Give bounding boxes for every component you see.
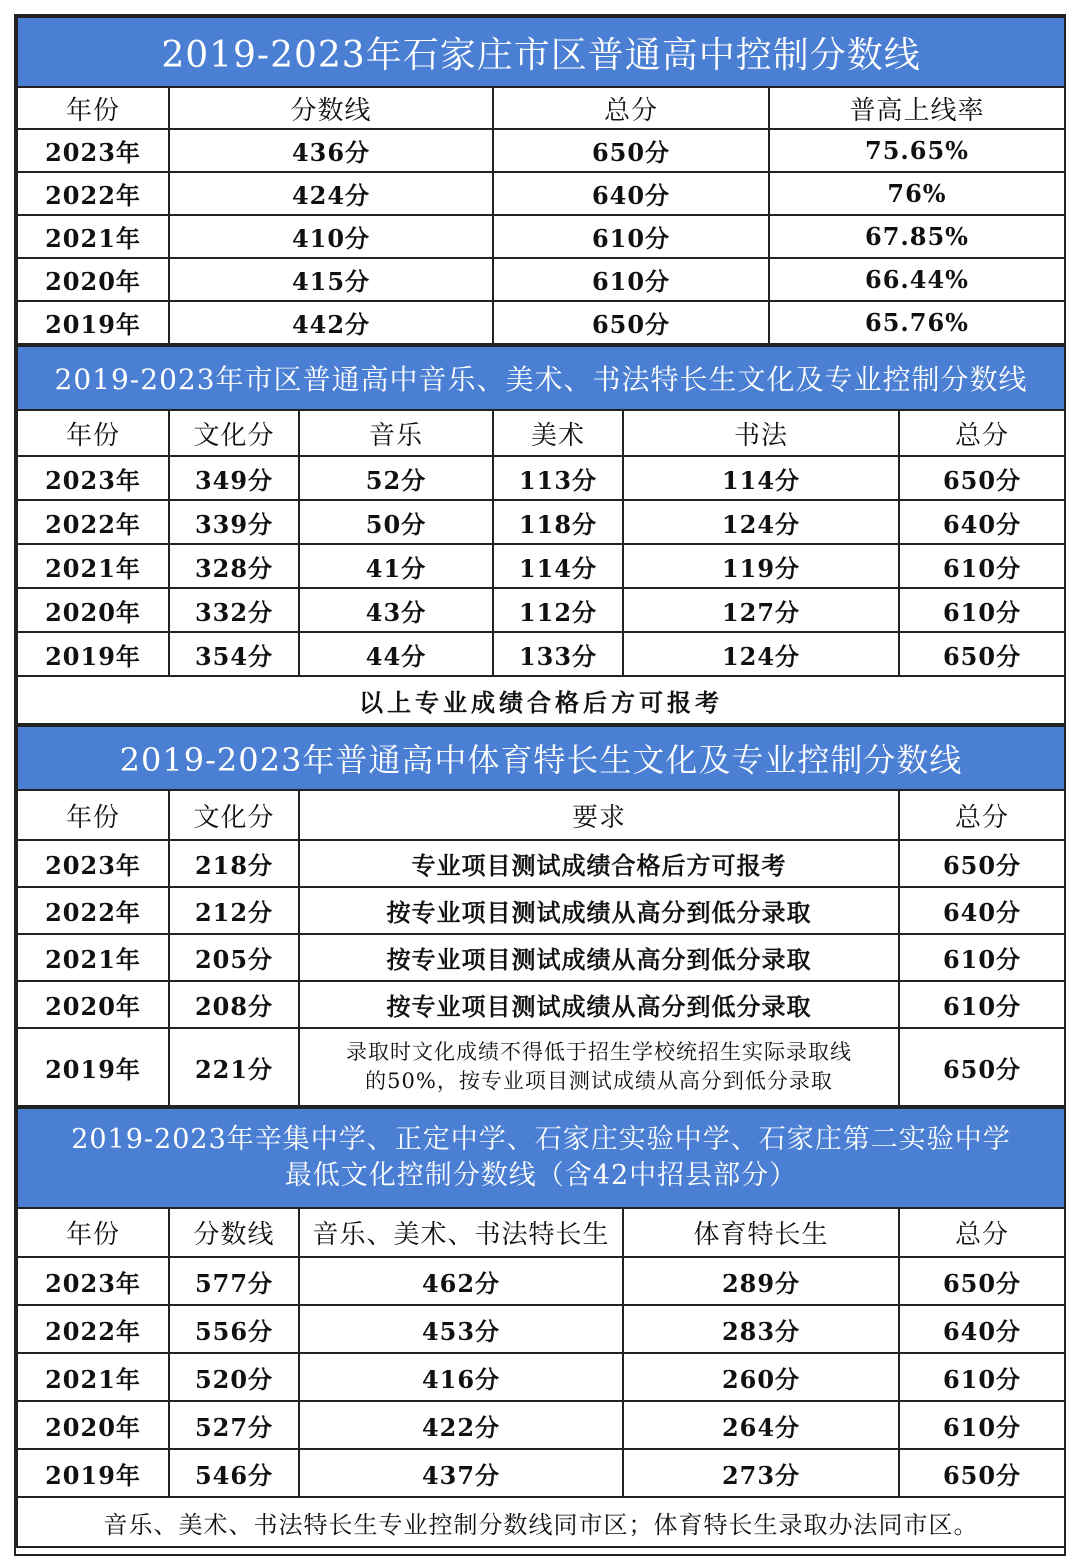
cell-requirement: 按专业项目测试成绩从高分到低分录取 bbox=[299, 887, 899, 934]
cell-calligraphy: 124分 bbox=[623, 500, 899, 544]
cell-year: 2023年 bbox=[17, 129, 169, 172]
section1-title: 2019-2023年石家庄市区普通高中控制分数线 bbox=[17, 17, 1065, 87]
cell-total: 640分 bbox=[899, 1305, 1065, 1353]
cell-culture: 212分 bbox=[169, 887, 299, 934]
cell-sports-score: 289分 bbox=[623, 1257, 899, 1305]
header-total: 总分 bbox=[899, 1208, 1065, 1257]
requirement-line-1: 录取时文化成绩不得低于招生学校统招生实际录取线 bbox=[346, 1040, 852, 1064]
cell-requirement: 按专业项目测试成绩从高分到低分录取 bbox=[299, 934, 899, 981]
cell-fine-art: 133分 bbox=[493, 632, 623, 676]
cell-rate: 66.44% bbox=[769, 258, 1065, 301]
section3-title: 2019-2023年普通高中体育特长生文化及专业控制分数线 bbox=[17, 726, 1065, 790]
cell-culture: 208分 bbox=[169, 981, 299, 1028]
cell-calligraphy: 127分 bbox=[623, 588, 899, 632]
table-row bbox=[17, 934, 1065, 981]
table-sports-specialty bbox=[16, 725, 1066, 1107]
cell-total: 640分 bbox=[493, 172, 769, 215]
table-row bbox=[17, 172, 1065, 215]
cell-total: 640分 bbox=[899, 887, 1065, 934]
cell-total: 610分 bbox=[493, 258, 769, 301]
cell-fine-art: 114分 bbox=[493, 544, 623, 588]
cell-culture: 205分 bbox=[169, 934, 299, 981]
cell-requirement: 按专业项目测试成绩从高分到低分录取 bbox=[299, 981, 899, 1028]
cell-music: 52分 bbox=[299, 456, 493, 500]
section4-title-line-2: 最低文化控制分数线（含42中招县部分） bbox=[284, 1160, 798, 1191]
cell-year: 2020年 bbox=[17, 981, 169, 1028]
table-row bbox=[17, 1305, 1065, 1353]
header-score-line: 分数线 bbox=[169, 1208, 299, 1257]
cell-calligraphy: 114分 bbox=[623, 456, 899, 500]
table-row bbox=[17, 456, 1065, 500]
cell-score: 436分 bbox=[169, 129, 493, 172]
cell-fine-art: 118分 bbox=[493, 500, 623, 544]
cell-year: 2022年 bbox=[17, 172, 169, 215]
table-row bbox=[17, 1028, 1065, 1106]
header-score-line: 分数线 bbox=[169, 87, 493, 129]
cell-total: 640分 bbox=[899, 500, 1065, 544]
section2-note: 以上专业成绩合格后方可报考 bbox=[17, 676, 1065, 724]
header-art-specialty: 音乐、美术、书法特长生 bbox=[299, 1208, 623, 1257]
cell-score: 410分 bbox=[169, 215, 493, 258]
cell-score: 442分 bbox=[169, 301, 493, 344]
cell-total: 610分 bbox=[899, 981, 1065, 1028]
cell-year: 2020年 bbox=[17, 258, 169, 301]
table-row bbox=[17, 215, 1065, 258]
header-music: 音乐 bbox=[299, 410, 493, 456]
cell-music: 44分 bbox=[299, 632, 493, 676]
cell-culture: 354分 bbox=[169, 632, 299, 676]
cell-year: 2021年 bbox=[17, 1353, 169, 1401]
table-row bbox=[17, 500, 1065, 544]
table-row bbox=[17, 1401, 1065, 1449]
cell-total: 650分 bbox=[899, 840, 1065, 887]
table-row bbox=[17, 588, 1065, 632]
cell-year: 2019年 bbox=[17, 632, 169, 676]
cell-total: 650分 bbox=[493, 301, 769, 344]
cell-music: 50分 bbox=[299, 500, 493, 544]
cell-total: 610分 bbox=[899, 588, 1065, 632]
cell-culture: 221分 bbox=[169, 1028, 299, 1106]
cell-culture: 332分 bbox=[169, 588, 299, 632]
header-total: 总分 bbox=[899, 410, 1065, 456]
cell-total: 650分 bbox=[493, 129, 769, 172]
table-row bbox=[17, 1449, 1065, 1497]
header-year: 年份 bbox=[17, 410, 169, 456]
header-total: 总分 bbox=[493, 87, 769, 129]
cell-calligraphy: 124分 bbox=[623, 632, 899, 676]
table-row bbox=[17, 1257, 1065, 1305]
cell-score: 415分 bbox=[169, 258, 493, 301]
header-total: 总分 bbox=[899, 790, 1065, 840]
cell-sports-score: 260分 bbox=[623, 1353, 899, 1401]
table-row bbox=[17, 981, 1065, 1028]
header-year: 年份 bbox=[17, 1208, 169, 1257]
header-culture: 文化分 bbox=[169, 790, 299, 840]
cell-total: 610分 bbox=[493, 215, 769, 258]
header-year: 年份 bbox=[17, 87, 169, 129]
cell-culture: 339分 bbox=[169, 500, 299, 544]
cell-year: 2023年 bbox=[17, 1257, 169, 1305]
cell-sports-score: 283分 bbox=[623, 1305, 899, 1353]
cell-art-score: 422分 bbox=[299, 1401, 623, 1449]
cell-total: 650分 bbox=[899, 1449, 1065, 1497]
score-sheet bbox=[14, 14, 1066, 1556]
cell-total: 610分 bbox=[899, 1401, 1065, 1449]
cell-year: 2020年 bbox=[17, 1401, 169, 1449]
cell-score: 424分 bbox=[169, 172, 493, 215]
requirement-line-2: 的50%，按专业项目测试成绩从高分到低分录取 bbox=[365, 1069, 833, 1093]
header-calligraphy: 书法 bbox=[623, 410, 899, 456]
table-city-general-high-school bbox=[16, 16, 1066, 345]
table-art-specialty bbox=[16, 345, 1066, 725]
header-requirement: 要求 bbox=[299, 790, 899, 840]
table-row bbox=[17, 129, 1065, 172]
cell-rate: 65.76% bbox=[769, 301, 1065, 344]
cell-year: 2019年 bbox=[17, 1449, 169, 1497]
cell-year: 2022年 bbox=[17, 500, 169, 544]
cell-fine-art: 113分 bbox=[493, 456, 623, 500]
table-row bbox=[17, 840, 1065, 887]
cell-score: 577分 bbox=[169, 1257, 299, 1305]
table-key-schools bbox=[16, 1107, 1066, 1548]
table-row bbox=[17, 1353, 1065, 1401]
cell-score: 556分 bbox=[169, 1305, 299, 1353]
cell-year: 2021年 bbox=[17, 215, 169, 258]
cell-year: 2022年 bbox=[17, 1305, 169, 1353]
cell-culture: 349分 bbox=[169, 456, 299, 500]
header-year: 年份 bbox=[17, 790, 169, 840]
cell-calligraphy: 119分 bbox=[623, 544, 899, 588]
cell-rate: 75.65% bbox=[769, 129, 1065, 172]
table-row bbox=[17, 544, 1065, 588]
cell-year: 2023年 bbox=[17, 456, 169, 500]
cell-total: 650分 bbox=[899, 456, 1065, 500]
cell-year: 2021年 bbox=[17, 934, 169, 981]
cell-year: 2020年 bbox=[17, 588, 169, 632]
cell-music: 43分 bbox=[299, 588, 493, 632]
cell-culture: 328分 bbox=[169, 544, 299, 588]
cell-sports-score: 264分 bbox=[623, 1401, 899, 1449]
header-culture: 文化分 bbox=[169, 410, 299, 456]
cell-fine-art: 112分 bbox=[493, 588, 623, 632]
cell-requirement bbox=[299, 1028, 899, 1106]
table-row bbox=[17, 632, 1065, 676]
cell-score: 546分 bbox=[169, 1449, 299, 1497]
table-row bbox=[17, 301, 1065, 344]
cell-rate: 76% bbox=[769, 172, 1065, 215]
table-row bbox=[17, 887, 1065, 934]
cell-total: 650分 bbox=[899, 632, 1065, 676]
cell-score: 527分 bbox=[169, 1401, 299, 1449]
cell-total: 610分 bbox=[899, 544, 1065, 588]
cell-year: 2021年 bbox=[17, 544, 169, 588]
cell-year: 2023年 bbox=[17, 840, 169, 887]
cell-requirement: 专业项目测试成绩合格后方可报考 bbox=[299, 840, 899, 887]
section4-title-line-1: 2019-2023年辛集中学、正定中学、石家庄实验中学、石家庄第二实验中学 bbox=[71, 1124, 1011, 1155]
cell-year: 2019年 bbox=[17, 301, 169, 344]
header-fine-art: 美术 bbox=[493, 410, 623, 456]
cell-culture: 218分 bbox=[169, 840, 299, 887]
section2-title: 2019-2023年市区普通高中音乐、美术、书法特长生文化及专业控制分数线 bbox=[17, 346, 1065, 410]
cell-year: 2019年 bbox=[17, 1028, 169, 1106]
header-sports-specialty: 体育特长生 bbox=[623, 1208, 899, 1257]
cell-year: 2022年 bbox=[17, 887, 169, 934]
cell-art-score: 437分 bbox=[299, 1449, 623, 1497]
cell-art-score: 453分 bbox=[299, 1305, 623, 1353]
cell-total: 650分 bbox=[899, 1028, 1065, 1106]
table-row bbox=[17, 258, 1065, 301]
cell-art-score: 416分 bbox=[299, 1353, 623, 1401]
cell-total: 610分 bbox=[899, 934, 1065, 981]
cell-score: 520分 bbox=[169, 1353, 299, 1401]
section4-title bbox=[17, 1108, 1065, 1208]
cell-total: 650分 bbox=[899, 1257, 1065, 1305]
cell-sports-score: 273分 bbox=[623, 1449, 899, 1497]
cell-total: 610分 bbox=[899, 1353, 1065, 1401]
cell-music: 41分 bbox=[299, 544, 493, 588]
cell-art-score: 462分 bbox=[299, 1257, 623, 1305]
header-rate: 普高上线率 bbox=[769, 87, 1065, 129]
section4-note: 音乐、美术、书法特长生专业控制分数线同市区；体育特长生录取办法同市区。 bbox=[17, 1497, 1065, 1547]
cell-rate: 67.85% bbox=[769, 215, 1065, 258]
